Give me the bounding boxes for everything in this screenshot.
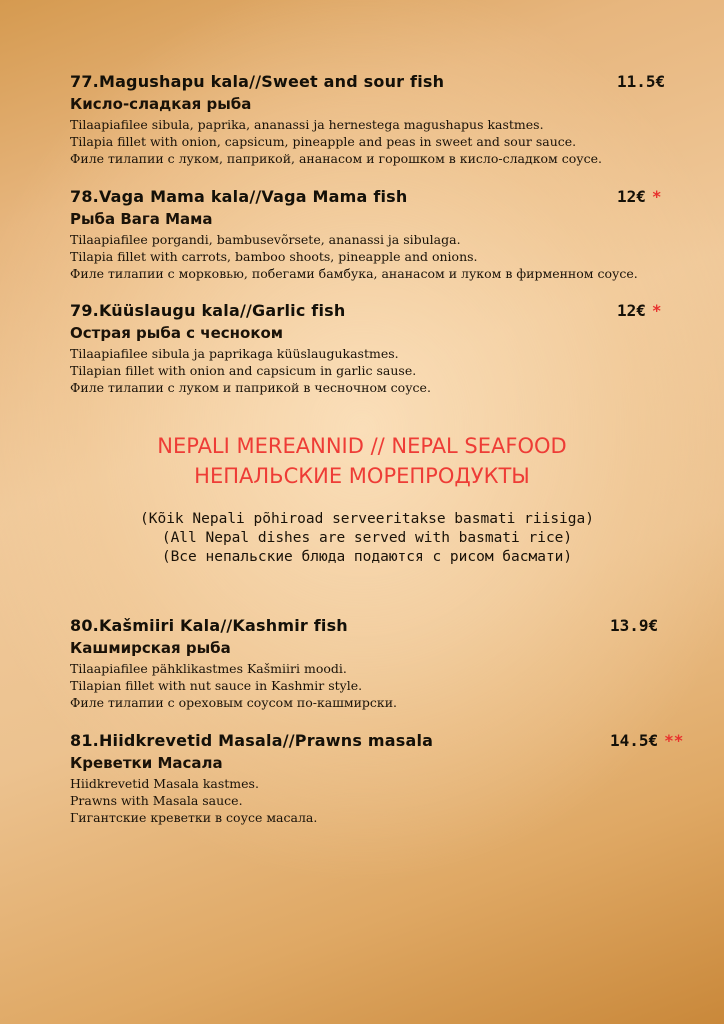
menu-item-price	[610, 616, 664, 635]
description-russian: Гигантские креветки в соусе масала.	[70, 810, 318, 825]
menu-item-russian-title: Кисло-сладкая рыба	[70, 95, 252, 113]
menu-item-price	[617, 72, 671, 91]
menu-item-77	[70, 72, 670, 167]
section-title-line-1: NEPALI MEREANNID // NEPAL SEAFOOD	[157, 434, 567, 458]
description-english: Prawns with Masala sauce.	[70, 793, 243, 808]
description-russian: Филе тилапии с ореховым соусом по-кашмирски.	[70, 695, 398, 710]
price-value: 11.5€	[617, 72, 666, 91]
description-english: Tilapian fillet with onion and capsicum in garlic sause.	[70, 363, 417, 378]
menu-item-price	[617, 301, 662, 320]
price-value: 12€	[617, 301, 646, 320]
menu-item-title: 78.Vaga Mama kala//Vaga Mama fish	[70, 187, 408, 206]
section-title-line-2: НЕПАЛЬСКИЕ МОРЕПРОДУКТЫ	[194, 464, 530, 488]
spicy-stars: **	[664, 731, 684, 750]
menu-item-russian-title: Рыба Вага Мама	[70, 210, 213, 228]
spicy-stars: *	[651, 301, 662, 320]
menu-item-title: 77.Magushapu kala//Sweet and sour fish	[70, 72, 445, 91]
menu-item-title: 81.Hiidkrevetid Masala//Prawns masala	[70, 731, 434, 750]
description-english: Tilapia fillet with carrots, bamboo shoots, pineapple and onions.	[70, 249, 478, 264]
price-value: 13.9€	[610, 616, 659, 635]
menu-item-79	[70, 301, 670, 396]
menu-item-header	[70, 731, 684, 755]
menu-item-russian-title: Креветки Масала	[70, 754, 223, 772]
spicy-stars: *	[651, 187, 662, 206]
menu-item-price	[617, 187, 662, 206]
menu-item-header	[70, 301, 670, 325]
description-estonian: Tilaapiafilee sibula, paprika, ananassi ja hernestega magushapus kastmes.	[70, 117, 544, 132]
description-russian: Филе тилапии с луком, паприкой, ананасом и горошком в кисло-сладком соусе.	[70, 151, 602, 166]
menu-item-78	[70, 187, 670, 282]
description-russian: Филе тилапии с луком и паприкой в чесночном соусе.	[70, 380, 431, 395]
description-estonian: Tilaapiafilee porgandi, bambusevõrsete, ananassi ja sibulaga.	[70, 232, 461, 247]
menu-item-title: 79.Küüslaugu kala//Garlic fish	[70, 301, 346, 320]
menu-item-russian-title: Острая рыба с чесноком	[70, 324, 284, 342]
description-english: Tilapia fillet with onion, capsicum, pineapple and peas in sweet and sour sauce.	[70, 134, 577, 149]
menu-item-80	[70, 616, 670, 711]
menu-item-title: 80.Kašmiiri Kala//Kashmir fish	[70, 616, 348, 635]
description-estonian: Tilaapiafilee sibula ja paprikaga küüslaugukastmes.	[70, 346, 399, 361]
section-note-english: (All Nepal dishes are served with basmati rice)	[161, 530, 573, 546]
section-note-estonian: (Kõik Nepali põhiroad serveeritakse basmati riisiga)	[140, 511, 594, 527]
description-estonian: Tilaapiafilee pähklikastmes Kašmiiri moodi.	[70, 661, 347, 676]
price-value: 12€	[617, 187, 646, 206]
menu-item-russian-title: Кашмирская рыба	[70, 639, 231, 657]
price-value: 14.5€	[610, 731, 659, 750]
menu-item-header	[70, 187, 670, 211]
menu-item-header	[70, 72, 670, 96]
menu-item-header	[70, 616, 670, 640]
description-english: Tilapian fillet with nut sauce in Kashmir style.	[70, 678, 363, 693]
menu-item-81	[70, 731, 684, 826]
menu-item-price	[610, 731, 683, 750]
description-russian: Филе тилапии с морковью, побегами бамбука, ананасом и луком в фирменном соусе.	[70, 266, 638, 281]
section-note-russian: (Все непальские блюда подаются с рисом басмати)	[161, 549, 573, 565]
description-estonian: Hiidkrevetid Masala kastmes.	[70, 776, 259, 791]
